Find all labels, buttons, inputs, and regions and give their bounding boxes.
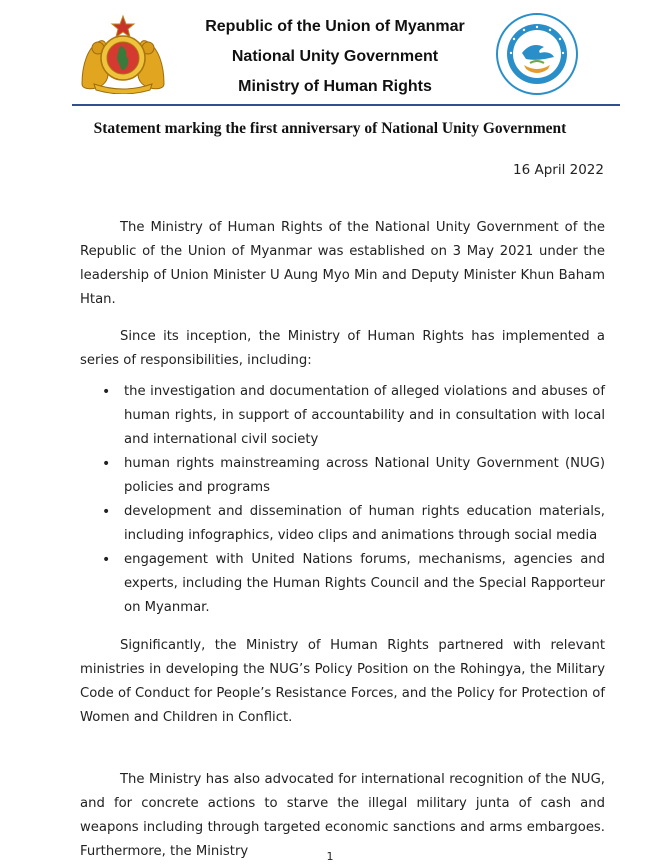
paragraph-establishment: The Ministry of Human Rights of the National Unity Government of the Republic of the Union of Myanmar was established on 3 May 2021 under the leadership of Union Minister U Aung Myo Min and Deputy Minister Khun Baham Htan. [80, 220, 605, 307]
paragraph-responsibilities-intro: Since its inception, the Ministry of Human Rights has implemented a series of responsibilities, including: [80, 329, 605, 368]
list-item [80, 380, 605, 452]
bullet-icon: • [102, 504, 111, 520]
letterhead [0, 0, 660, 110]
list-item-text: development and dissemination of human rights education materials, including infographics, video clips and animations through social media [124, 504, 605, 543]
bullet-icon: • [102, 552, 111, 568]
list-item [80, 548, 605, 620]
list-item-text: human rights mainstreaming across National Unity Government (NUG) policies and programs [124, 456, 605, 495]
header-divider [72, 104, 620, 106]
paragraph-policy-partnerships: Significantly, the Ministry of Human Rights partnered with relevant ministries in developing the NUG’s Policy Position on the Rohingya, the Military Code of Conduct for People’s Resistance Forces, and the Policy for Protection of Women and Children in Conflict. [80, 638, 605, 725]
letterhead-titles [170, 12, 500, 102]
bullet-icon: • [102, 456, 111, 472]
bullet-icon: • [102, 384, 111, 400]
ministry-logo-icon [496, 13, 578, 95]
document-date: 16 April 2022 [513, 162, 604, 178]
government-name: National Unity Government [231, 48, 439, 65]
country-name: Republic of the Union of Myanmar [205, 18, 465, 35]
ministry-name: Ministry of Human Rights [238, 78, 432, 95]
list-item [80, 452, 605, 500]
list-item-text: engagement with United Nations forums, mechanisms, agencies and experts, including the Human Rights Council and the Special Rapporteur on Myanmar. [124, 552, 605, 615]
page-number: 1 [326, 850, 334, 863]
paragraph-advocacy: The Ministry has also advocated for international recognition of the NUG, and for concrete actions to starve the illegal military junta of cash and weapons including through targeted economic sanctions and arms embargoes. Furthermore, the Ministry [80, 772, 605, 859]
list-item [80, 500, 605, 548]
state-seal-emblem-icon [78, 14, 168, 94]
document-title: Statement marking the first anniversary of National Unity Government [93, 120, 567, 137]
responsibilities-list [80, 380, 605, 620]
list-item-text: the investigation and documentation of alleged violations and abuses of human rights, in support of accountability and in consultation with local and international civil society [124, 384, 605, 447]
